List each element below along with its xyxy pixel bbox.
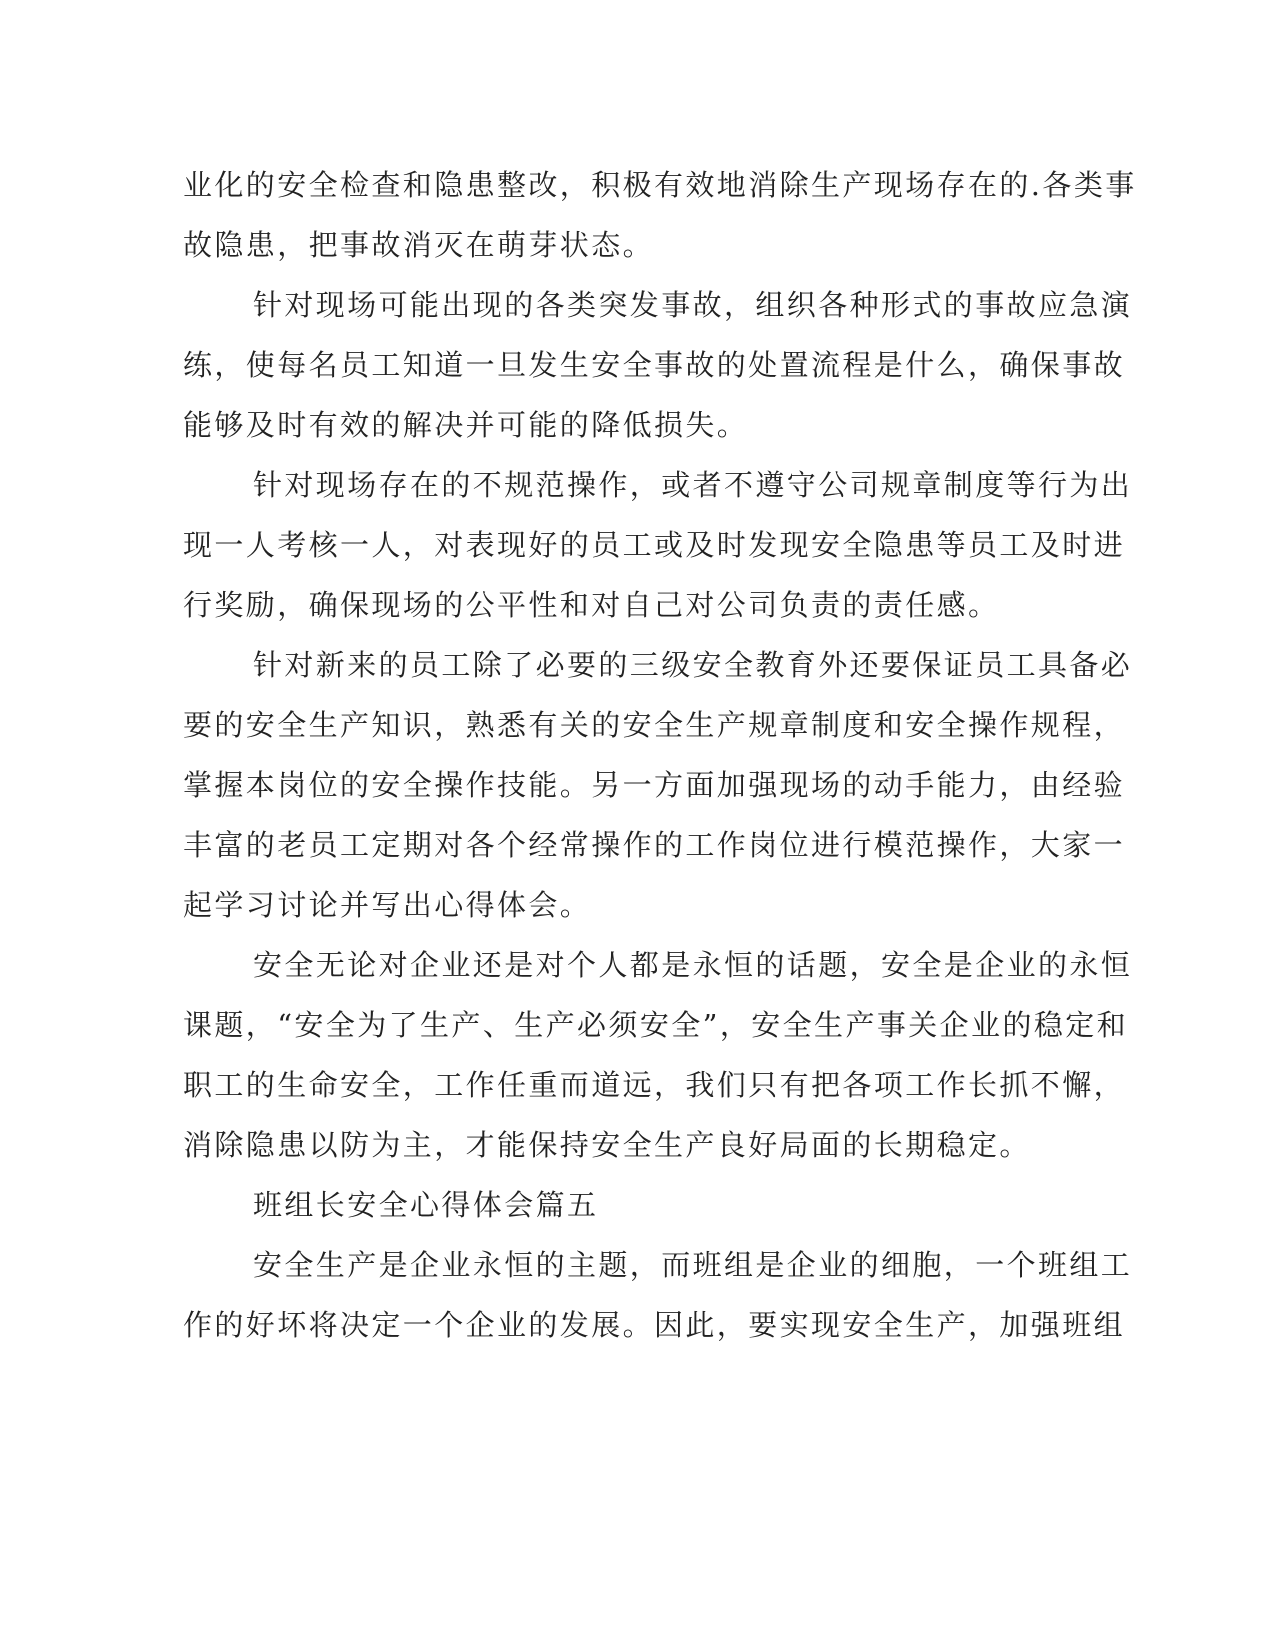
text-line: 丰富的老员工定期对各个经常操作的工作岗位进行模范操作，大家一 <box>183 828 1126 862</box>
paragraph-start-line: 安全生产是企业永恒的主题，而班组是企业的细胞，一个班组工 <box>253 1248 1133 1282</box>
text-line: 作的好坏将决定一个企业的发展。因此，要实现安全生产，加强班组 <box>183 1308 1126 1342</box>
paragraph-start-line: 针对现场存在的不规范操作，或者不遵守公司规章制度等行为出 <box>253 468 1133 502</box>
text-line: 能够及时有效的解决并可能的降低损失。 <box>183 408 749 442</box>
text-line: 故隐患，把事故消灭在萌芽状态。 <box>183 228 655 262</box>
text-line: 课题，“安全为了生产、生产必须安全”，安全生产事关企业的稳定和 <box>183 1008 1129 1042</box>
section-heading: 班组长安全心得体会篇五 <box>253 1188 599 1222</box>
paragraph-start-line: 安全无论对企业还是对个人都是永恒的话题，安全是企业的永恒 <box>253 948 1133 982</box>
text-line: 职工的生命安全，工作任重而道远，我们只有把各项工作长抓不懈， <box>183 1068 1126 1102</box>
document-body <box>183 155 1137 1355</box>
text-line: 行奖励，确保现场的公平性和对自己对公司负责的责任感。 <box>183 588 1000 622</box>
paragraph-start-line: 针对现场可能出现的各类突发事故，组织各种形式的事故应急演 <box>253 288 1133 322</box>
paragraph-start-line: 针对新来的员工除了必要的三级安全教育外还要保证员工具备必 <box>253 648 1133 682</box>
text-line: 现一人考核一人，对表现好的员工或及时发现安全隐患等员工及时进 <box>183 528 1126 562</box>
text-line: 练，使每名员工知道一旦发生安全事故的处置流程是什么，确保事故 <box>183 348 1126 382</box>
text-line: 起学习讨论并写出心得体会。 <box>183 888 592 922</box>
text-line: 掌握本岗位的安全操作技能。另一方面加强现场的动手能力，由经验 <box>183 768 1126 802</box>
text-line: 消除隐患以防为主，才能保持安全生产良好局面的长期稳定。 <box>183 1128 1031 1162</box>
text-line: 业化的安全检查和隐患整改，积极有效地消除生产现场存在的.各类事 <box>183 168 1137 202</box>
text-line: 要的安全生产知识，熟悉有关的安全生产规章制度和安全操作规程， <box>183 708 1126 742</box>
